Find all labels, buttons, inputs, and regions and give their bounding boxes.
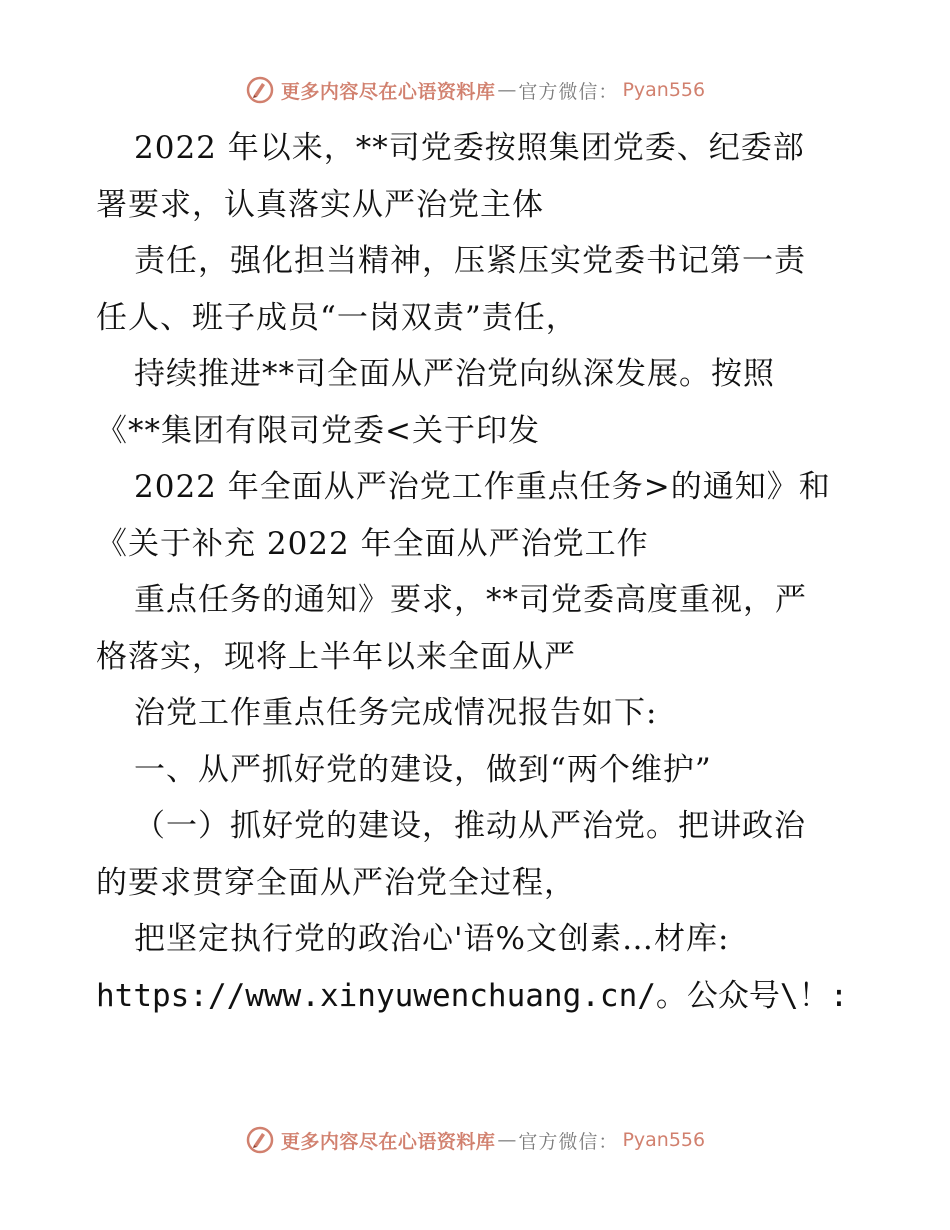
body-line: 重点任务的通知》要求，**司党委高度重视，严: [134, 582, 807, 618]
brand-logo-icon: [245, 1125, 275, 1155]
body-line: 责任，强化担当精神，压紧压实党委书记第一责: [134, 243, 806, 279]
watermark-label: 官方微信：: [518, 80, 619, 103]
body-line: 2022 年全面从严治党工作重点任务>的通知》和: [134, 469, 831, 505]
body-line: 2022 年以来，**司党委按照集团党委、纪委部: [134, 130, 805, 166]
watermark-brand: 更多内容尽在心语资料库: [280, 80, 496, 103]
body-line: 任人、班子成员“一岗双责”责任，: [96, 299, 578, 336]
body-line: 署要求，认真落实从严治党主体: [96, 186, 544, 223]
body-line: 格落实，现将上半年以来全面从严: [96, 638, 576, 675]
body-line: 治党工作重点任务完成情况报告如下:: [134, 695, 658, 731]
watermark-wechat-id: Pyan556: [622, 1129, 706, 1151]
body-line: 《关于补充 2022 年全面从严治党工作: [96, 525, 649, 562]
footer-watermark: [0, 1120, 950, 1160]
watermark-wechat-id: Pyan556: [622, 79, 706, 101]
document-body: [96, 120, 876, 1024]
section-heading: 一、从严抓好党的建设，做到“两个维护”: [134, 751, 712, 788]
body-line: 把坚定执行党的政治心'语%文创素…材库:: [134, 921, 730, 957]
watermark-brand: 更多内容尽在心语资料库: [280, 1130, 496, 1153]
body-line: 《**集团有限司党委<关于印发: [96, 412, 540, 449]
brand-logo-icon: [245, 75, 275, 105]
watermark-label: 官方微信：: [518, 1130, 619, 1153]
body-line: 的要求贯穿全面从严治党全过程，: [96, 864, 576, 901]
body-line: 持续推进**司全面从严治党向纵深发展。按照: [134, 356, 775, 392]
body-line: （一）抓好党的建设，推动从严治党。把讲政治: [134, 808, 806, 844]
header-watermark: [0, 70, 950, 110]
url-line: https://www.xinyuwenchuang.cn/。公众号\！:: [96, 977, 849, 1014]
watermark-separator: —: [497, 1129, 517, 1151]
watermark-separator: —: [497, 79, 517, 101]
